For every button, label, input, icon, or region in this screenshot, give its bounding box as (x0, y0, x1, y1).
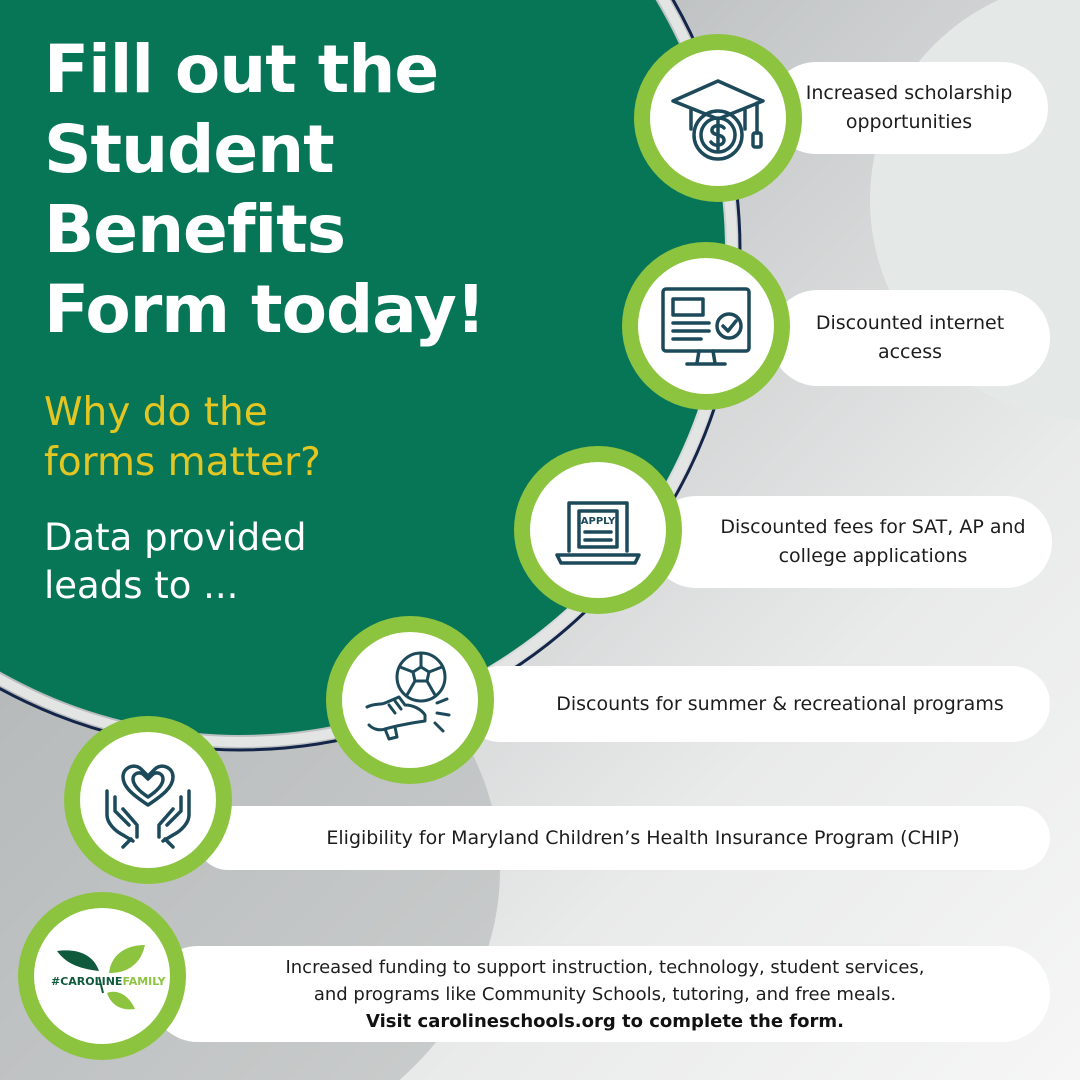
lead-text (44, 514, 307, 610)
benefit-text: Discounted internet (815, 312, 1005, 334)
benefit-text: Eligibility for Maryland Children’s Health Insurance Program (CHIP) (326, 826, 960, 849)
benefit-text: Increased scholarship (805, 82, 1013, 104)
benefit-pill-funding (150, 946, 1050, 1042)
benefit-badge-logo (18, 892, 186, 1060)
headline (44, 30, 485, 350)
laptop-apply-icon (543, 475, 653, 585)
headline-line: Form today! (44, 271, 485, 348)
cta-link[interactable]: Visit carolineschools.org to complete the form. (366, 1010, 844, 1032)
benefit-text: Discounts for summer & recreational programs (556, 692, 1004, 715)
subheading (44, 388, 321, 488)
hands-heart-icon (93, 745, 203, 855)
graduation-cap-dollar-icon (663, 63, 773, 173)
subheading-line: Why do the (44, 390, 268, 435)
logo-text-caroline: #CAROLINEFAMILY (51, 975, 166, 988)
benefit-badge-chip (64, 716, 232, 884)
benefit-text: and programs like Community Schools, tutoring, and free meals. (313, 983, 897, 1005)
benefit-text: access (877, 341, 942, 363)
apply-label: APPLY (580, 516, 616, 527)
subheading-line: forms matter? (44, 440, 321, 485)
benefit-badge-fees (514, 446, 682, 614)
lead-line: Data provided (44, 516, 307, 559)
headline-line: Fill out the (44, 31, 439, 108)
caroline-family-logo (37, 911, 167, 1041)
benefit-badge-recreation (326, 616, 494, 784)
benefit-pill-recreation (462, 666, 1050, 742)
benefit-text: college applications (778, 545, 968, 567)
lead-line: leads to ... (44, 564, 239, 607)
benefit-pill-scholarship (770, 62, 1048, 154)
headline-line: Benefits (44, 191, 345, 268)
benefit-text: opportunities (845, 111, 973, 133)
benefit-pill-internet (770, 290, 1050, 386)
soccer-ball-kick-icon (355, 645, 465, 755)
headline-line: Student (44, 111, 334, 188)
computer-monitor-check-icon (651, 271, 761, 381)
benefit-pill-chip (196, 806, 1050, 870)
benefit-badge-scholarship (634, 34, 802, 202)
benefit-text: Discounted fees for SAT, AP and (720, 516, 1026, 538)
benefit-badge-internet (622, 242, 790, 410)
benefit-pill-fees (650, 496, 1052, 588)
benefit-text: Increased funding to support instruction, technology, student services, (285, 956, 925, 978)
